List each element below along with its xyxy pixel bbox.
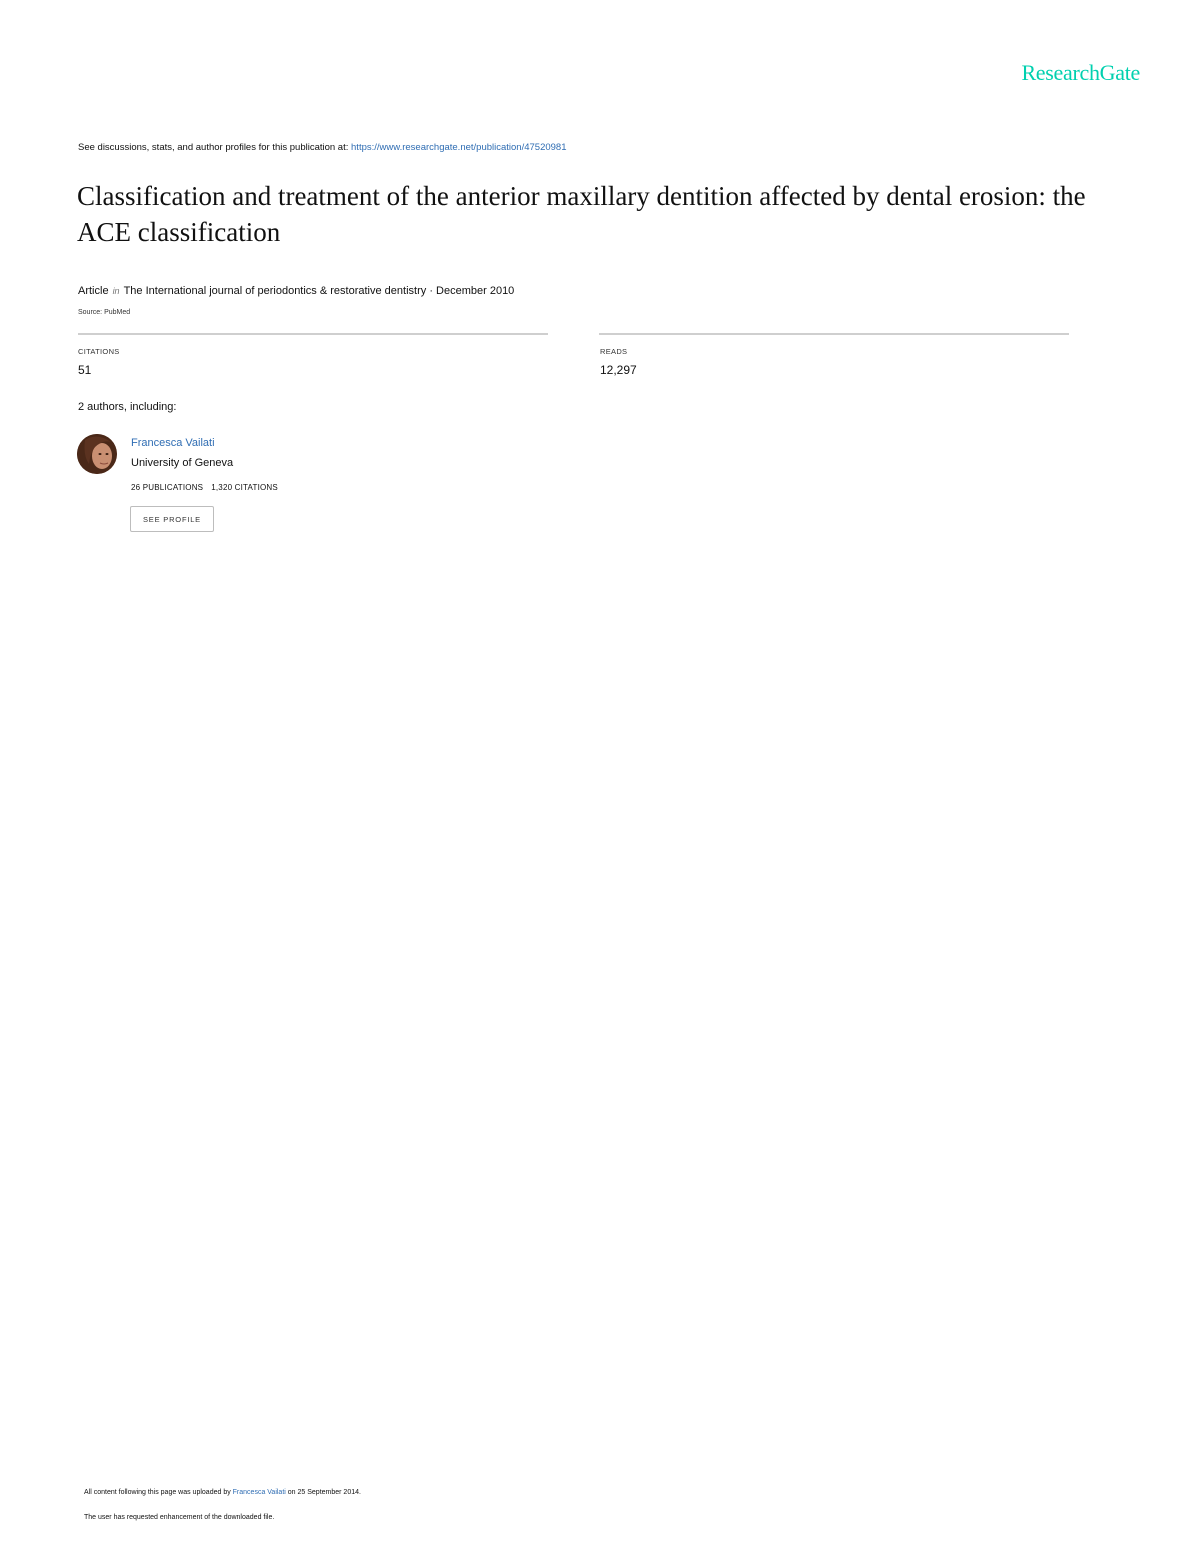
citations-value: 51 bbox=[78, 363, 92, 377]
publication-date: · December 2010 bbox=[429, 285, 515, 297]
upload-notice bbox=[84, 1489, 361, 1496]
author-avatar[interactable] bbox=[77, 434, 117, 474]
article-source: Source: PubMed bbox=[78, 309, 131, 316]
avatar-photo-icon bbox=[77, 434, 117, 474]
citations-label: CITATIONS bbox=[78, 347, 120, 356]
author-name-link[interactable]: Francesca Vailati bbox=[131, 437, 215, 449]
author-publications-count: 26 PUBLICATIONS bbox=[131, 483, 204, 492]
uploader-name-link[interactable]: Francesca Vailati bbox=[232, 1489, 286, 1496]
publication-link-line bbox=[78, 142, 567, 153]
publication-url-link[interactable]: https://www.researchgate.net/publication/47520981 bbox=[351, 142, 567, 153]
see-profile-button[interactable]: SEE PROFILE bbox=[130, 506, 214, 532]
reads-divider bbox=[599, 333, 1069, 335]
researchgate-logo[interactable]: ResearchGate bbox=[1021, 60, 1140, 85]
upload-notice-suffix: on 25 September 2014. bbox=[285, 1489, 361, 1496]
reads-value: 12,297 bbox=[600, 363, 637, 377]
article-title: Classification and treatment of the anterior maxillary dentition affected by dental erosion: the ACE classification bbox=[77, 181, 1086, 247]
author-institution: University of Geneva bbox=[131, 457, 234, 469]
authors-heading: 2 authors, including: bbox=[78, 401, 177, 413]
author-citations-count: 1,320 CITATIONS bbox=[211, 483, 278, 492]
upload-notice-prefix: All content following this page was uploaded by bbox=[84, 1489, 233, 1496]
in-label: in bbox=[112, 286, 120, 296]
journal-name: The International journal of periodontics & restorative dentistry bbox=[123, 285, 427, 297]
citations-divider bbox=[78, 333, 548, 335]
author-stats bbox=[131, 483, 278, 492]
article-type: Article bbox=[78, 285, 109, 297]
publication-link-prefix: See discussions, stats, and author profiles for this publication at: bbox=[78, 142, 352, 153]
enhancement-notice: The user has requested enhancement of the downloaded file. bbox=[84, 1514, 275, 1521]
article-meta bbox=[78, 285, 514, 297]
reads-label: READS bbox=[600, 347, 628, 356]
